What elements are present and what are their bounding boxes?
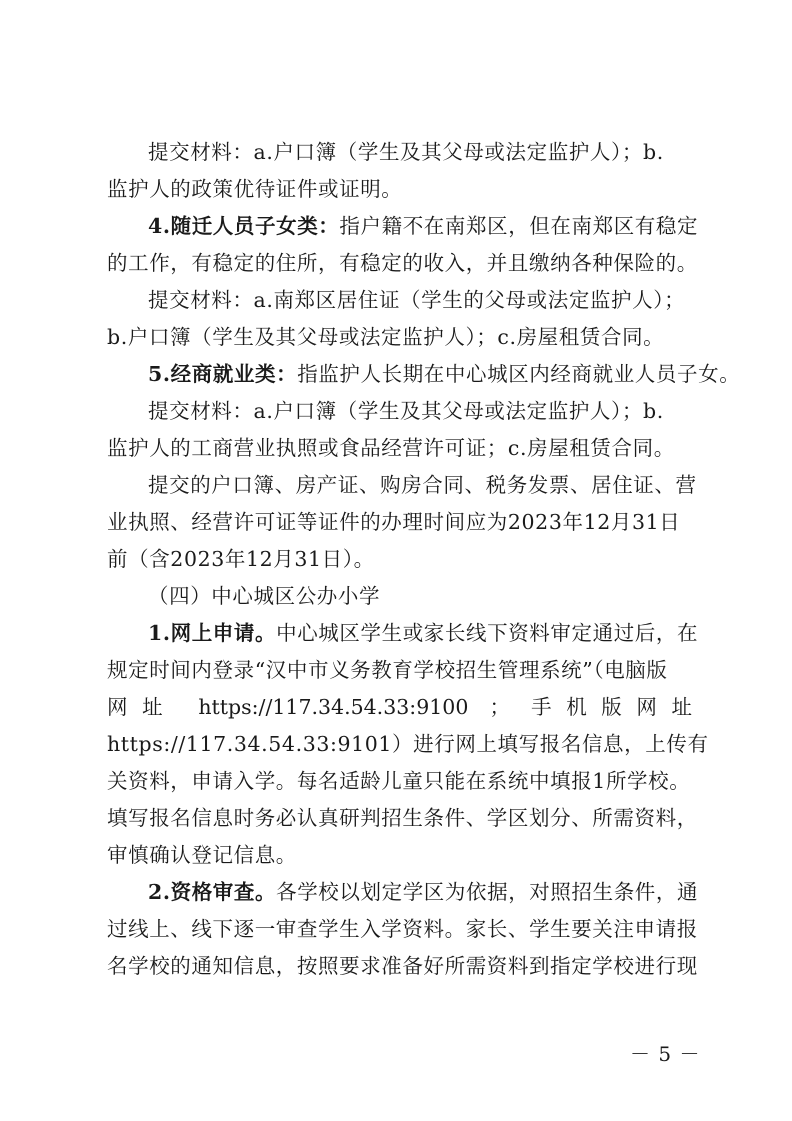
paragraph-line: b.户口簿（学生及其父母或法定监护人）；c.房屋租赁合同。 — [107, 325, 665, 349]
paragraph-line: 的工作，有稳定的住所，有稳定的收入，并且缴纳各种保险的。 — [107, 251, 698, 275]
paragraph-text: 指监护人长期在中心城区内经商就业人员子女。 — [297, 362, 741, 386]
paragraph-line: 填写报名信息时务必认真研判招生条件、学区划分、所需资料， — [107, 806, 698, 830]
paragraph-line: https://117.34.54.33:9101）进行网上填写报名信息，上传有 — [107, 732, 709, 756]
paragraph-text: 各学校以划定学区为依据，对照招生条件，通 — [276, 880, 699, 904]
step-heading: 2.资格审查。 — [148, 880, 277, 904]
paragraph-text: 指户籍不在南郑区，但在南郑区有稳定 — [339, 214, 699, 238]
paragraph-line: 过线上、线下逐一审查学生入学资料。家长、学生要关注申请报 — [107, 917, 698, 941]
category-heading: 4.随迁人员子女类： — [148, 214, 340, 238]
paragraph-line — [148, 619, 699, 647]
paragraph-line — [148, 878, 699, 906]
paragraph-line: 审慎确认登记信息。 — [107, 843, 297, 867]
paragraph-line — [148, 212, 699, 240]
section-heading: （四）中心城区公办小学 — [148, 584, 381, 608]
paragraph-line: 关资料，申请入学。每名适龄儿童只能在系统中填报1所学校。 — [107, 769, 691, 793]
step-heading: 1.网上申请。 — [148, 621, 277, 645]
paragraph-line: 网址 https://117.34.54.33:9100 ； 手机版网址 — [107, 695, 692, 719]
category-heading: 5.经商就业类： — [148, 362, 298, 386]
paragraph-text: 中心城区学生或家长线下资料审定通过后，在 — [276, 621, 699, 645]
paragraph-line: 名学校的通知信息，按照要求准备好所需资料到指定学校进行现 — [107, 954, 698, 978]
paragraph-line: 提交材料：a.南郑区居住证（学生的父母或法定监护人）； — [148, 288, 686, 312]
paragraph-line: 提交的户口簿、房产证、购房合同、税务发票、居住证、营 — [148, 473, 697, 497]
paragraph-line: 规定时间内登录“汉中市义务教育学校招生管理系统”（电脑版 — [107, 658, 668, 682]
paragraph-line: 业执照、经营许可证等证件的办理时间应为2023年12月31日 — [107, 510, 681, 534]
page-number: － 5 － — [630, 1042, 701, 1066]
paragraph-line — [148, 360, 741, 388]
paragraph-line: 提交材料：a.户口簿（学生及其父母或法定监护人）；b. — [148, 399, 664, 423]
paragraph-line: 提交材料：a.户口簿（学生及其父母或法定监护人）；b. — [148, 140, 664, 164]
paragraph-line: 监护人的政策优待证件或证明。 — [107, 177, 403, 201]
paragraph-line: 监护人的工商营业执照或食品经营许可证；c.房屋租赁合同。 — [107, 436, 675, 460]
paragraph-line: 前（含2023年12月31日）。 — [107, 547, 375, 571]
